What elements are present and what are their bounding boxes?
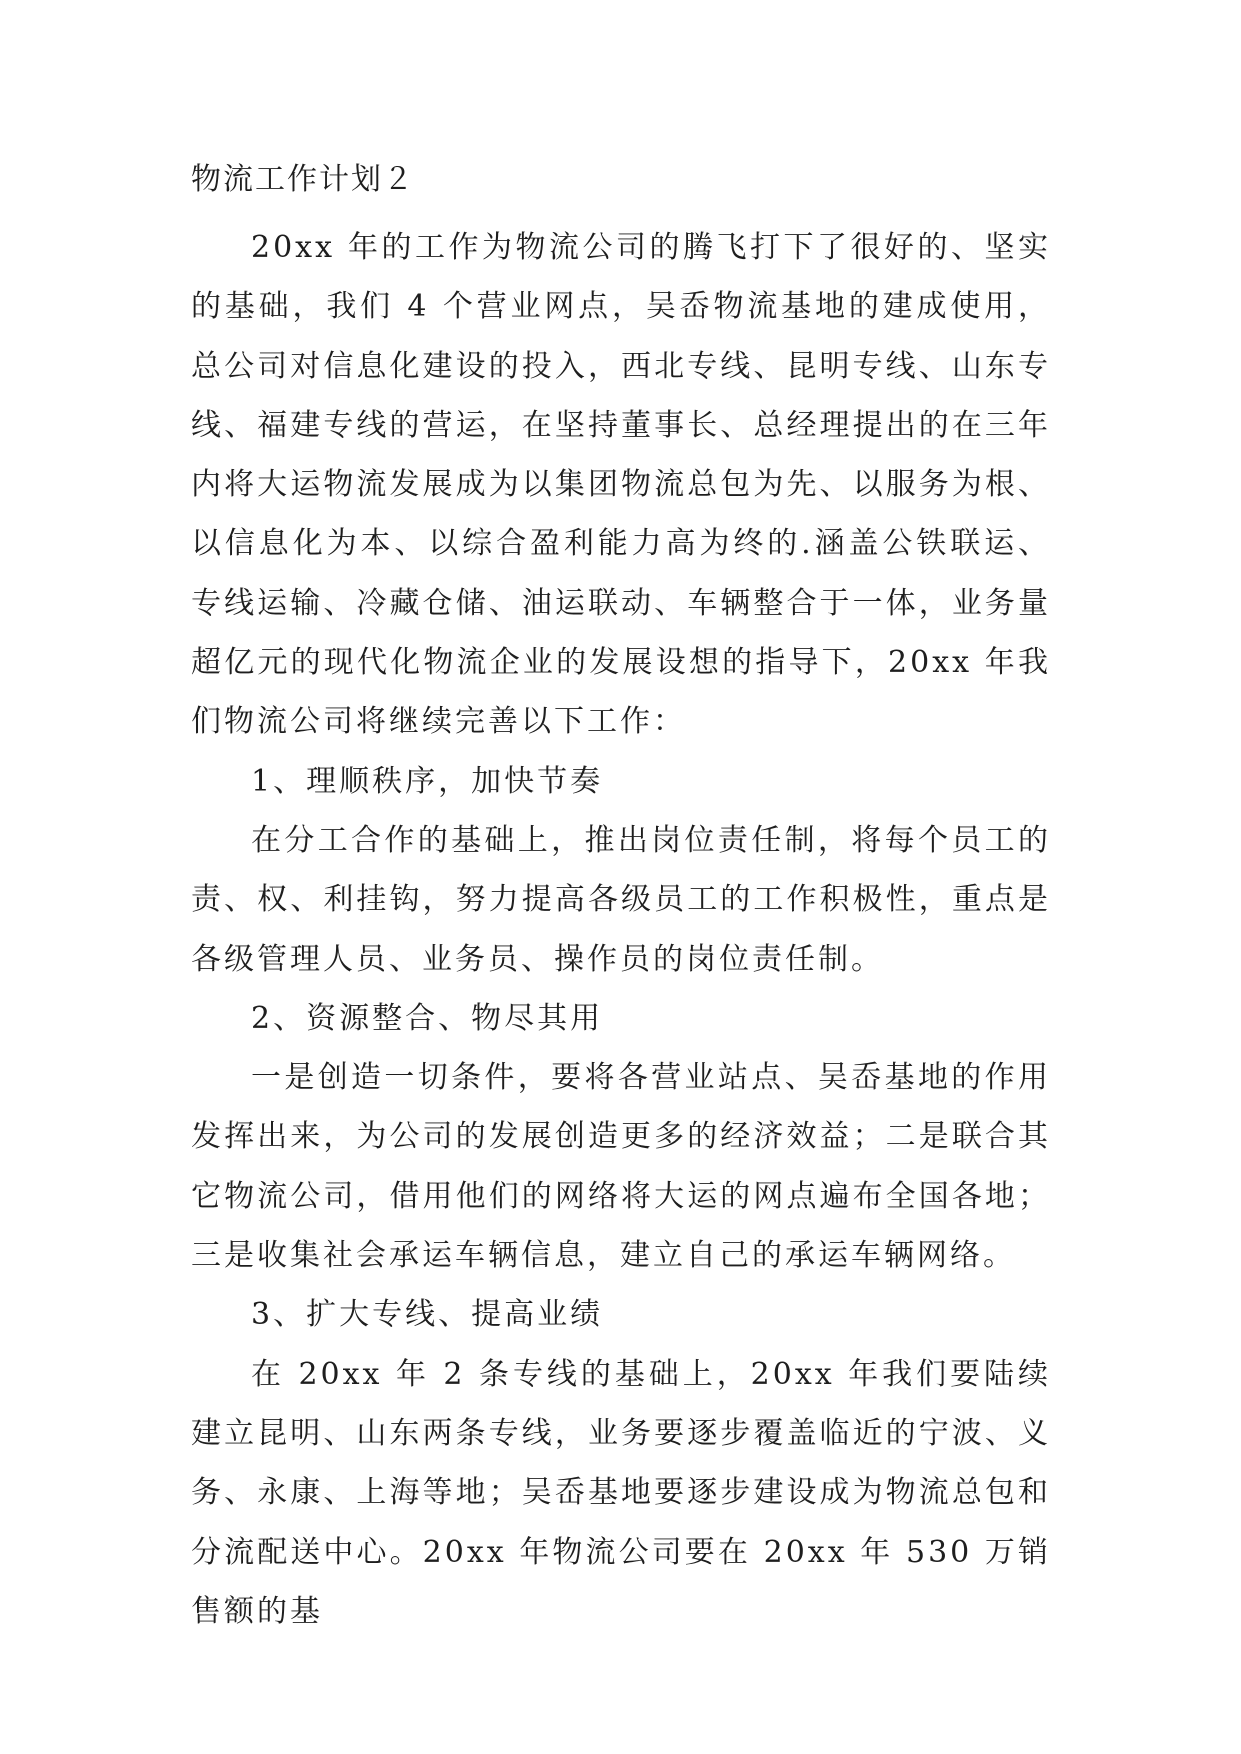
section-heading-3: 3、扩大专线、提高业绩 bbox=[251, 1297, 604, 1333]
section-heading-2: 2、资源整合、物尽其用 bbox=[251, 1000, 604, 1036]
document-title: 物流工作计划２ bbox=[191, 162, 415, 197]
paragraph-section-1: 在分工合作的基础上，推出岗位责任制，将每个员工的责、权、利挂钩，努力提高各级员工的工作积极性，重点是各级管理人员、业务员、操作员的岗位责任制。 bbox=[191, 822, 1051, 977]
paragraph-intro: 20xx 年的工作为物流公司的腾飞打下了很好的、坚实的基础，我们 4 个营业网点，吴岙物流基地的建成使用，总公司对信息化建设的投入，西北专线、昆明专线、山东专线、福建专线的营运，在坚持董事长、总经理提出的在三年内将大运物流发展成为以集团物流总包为先、以服务为根、以信息化为本、以综合盈利能力高为终的.涵盖公铁联运、专线运输、冷藏仓储、油运联动、车辆整合于一体，业务量超亿元的现代化物流企业的发展设想的指导下，20xx 年我们物流公司将继续完善以下工作： bbox=[191, 230, 1051, 740]
section-heading-1: 1、理顺秩序，加快节奏 bbox=[251, 763, 604, 799]
paragraph-section-3: 在 20xx 年 2 条专线的基础上，20xx 年我们要陆续建立昆明、山东两条专线，业务要逐步覆盖临近的宁波、义务、永康、上海等地；吴岙基地要逐步建设成为物流总包和分流配送中心。20xx 年物流公司要在 20xx 年 530 万销售额的基 bbox=[191, 1356, 1051, 1629]
document-body bbox=[191, 218, 1051, 1641]
paragraph-section-2: 一是创造一切条件，要将各营业站点、吴岙基地的作用发挥出来，为公司的发展创造更多的经济效益；二是联合其它物流公司，借用他们的网络将大运的网点遍布全国各地；三是收集社会承运车辆信息，建立自己的承运车辆网络。 bbox=[191, 1060, 1051, 1274]
